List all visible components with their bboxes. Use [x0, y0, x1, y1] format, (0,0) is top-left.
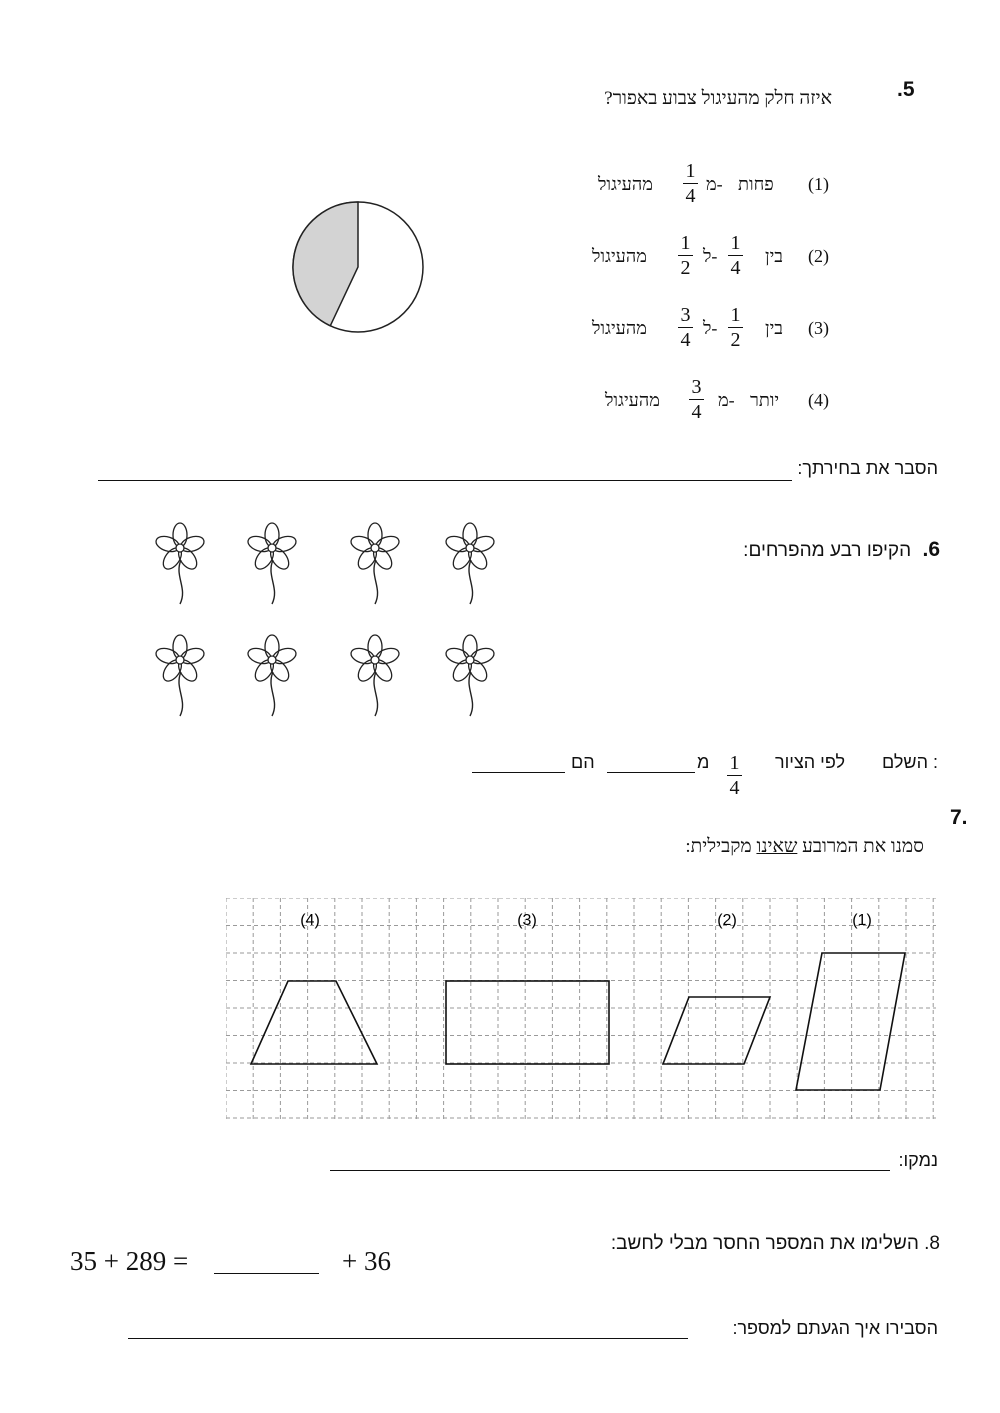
q5-option-number[interactable]: (2): [808, 246, 829, 266]
q5-option-frac: 1 4: [683, 160, 698, 207]
q6-number: 6.: [922, 538, 940, 561]
flower-icon[interactable]: [435, 518, 505, 613]
q5-option-frac-a: 1 2: [728, 304, 743, 351]
q5-option-prefix: בין: [765, 246, 783, 266]
q6-blank-quarter[interactable]: [472, 772, 565, 773]
q5-option-connector: ל-: [703, 246, 718, 266]
flower-icon[interactable]: [237, 518, 307, 613]
q8-question: 8. השלימו את המספר החסר מבלי לחשב:: [610, 1233, 940, 1254]
shape-label-4: (4): [300, 912, 320, 929]
shape-label-1: (1): [852, 912, 872, 929]
q5-number: .5: [897, 78, 915, 101]
q5-option-prefix: בין: [765, 318, 783, 338]
q6-blank-whole[interactable]: [607, 772, 695, 773]
q5-option-suffix: מהעיגול: [605, 390, 660, 410]
q5-option-frac-b: 1 2: [678, 232, 693, 279]
q6-frac-den: 4: [729, 777, 740, 799]
q7-reason-label: נמקו:: [898, 1150, 938, 1170]
q8-equation-right: + 36: [342, 1246, 391, 1276]
shape-label-2: (2): [717, 912, 737, 929]
q6-question: הקיפו רבע מהפרחים:: [743, 540, 912, 561]
q5-option-suffix: מהעיגול: [592, 246, 647, 266]
q7-grid-figure: [226, 898, 938, 1122]
q7-number: 7.: [950, 806, 968, 829]
q6-from: מ: [697, 752, 710, 772]
q8-answer-line[interactable]: [128, 1338, 688, 1339]
flower-icon[interactable]: [340, 630, 410, 725]
q7-question-underlined: שאינו: [756, 836, 798, 857]
q5-pie: [290, 200, 430, 340]
q5-explain-label: הסבר את בחירתך:: [797, 458, 938, 478]
q6-frac-num: 1: [729, 752, 740, 774]
q5-option-number[interactable]: (3): [808, 318, 829, 338]
q5-option-frac-b: 3 4: [678, 304, 693, 351]
q5-option-connector: מ-: [718, 390, 735, 410]
q5-option-connector: מ-: [706, 174, 723, 194]
q7-question-pre: סמנו את המרובע: [802, 836, 924, 857]
q8-explain-label: הסבירו איך הגעתם למספר:: [732, 1318, 938, 1338]
shape-trapezoid[interactable]: [251, 981, 377, 1064]
q8-equation-left: 35 + 289 =: [70, 1246, 189, 1276]
q5-option-suffix: מהעיגול: [598, 174, 653, 194]
q7-answer-line[interactable]: [330, 1170, 890, 1171]
q5-answer-line[interactable]: [98, 480, 792, 481]
q5-option-prefix: פחות: [738, 174, 774, 194]
q5-question: איזה חלק מהעיגול צבוע באפור?: [604, 88, 832, 109]
q5-option-connector: ל-: [703, 318, 718, 338]
shape-label-3: (3): [517, 912, 537, 929]
q5-option-frac-a: 1 4: [728, 232, 743, 279]
shape-rhombus[interactable]: [663, 997, 770, 1064]
q5-option-number[interactable]: (4): [808, 390, 829, 410]
q6-fraction: [727, 752, 742, 799]
q7-question: [685, 836, 924, 858]
shape-parallelogram[interactable]: [796, 953, 905, 1090]
flower-icon[interactable]: [237, 630, 307, 725]
flower-icon[interactable]: [145, 518, 215, 613]
flower-icon[interactable]: [340, 518, 410, 613]
q6-by-picture: לפי הציור: [775, 752, 846, 772]
q6-they-are: הם: [571, 752, 595, 772]
q6-complete-label: השלם :: [882, 752, 938, 772]
q6-question-row: [743, 538, 940, 562]
q5-option-frac: 3 4: [689, 376, 704, 423]
q5-option-prefix: יותר: [750, 390, 780, 410]
q5-option-suffix: מהעיגול: [592, 318, 647, 338]
flower-icon[interactable]: [145, 630, 215, 725]
q8-blank[interactable]: [214, 1273, 319, 1274]
shape-rectangle[interactable]: [446, 981, 609, 1064]
flower-icon[interactable]: [435, 630, 505, 725]
q7-question-post: מקבילית:: [685, 836, 752, 857]
q5-option-number[interactable]: (1): [808, 174, 829, 194]
